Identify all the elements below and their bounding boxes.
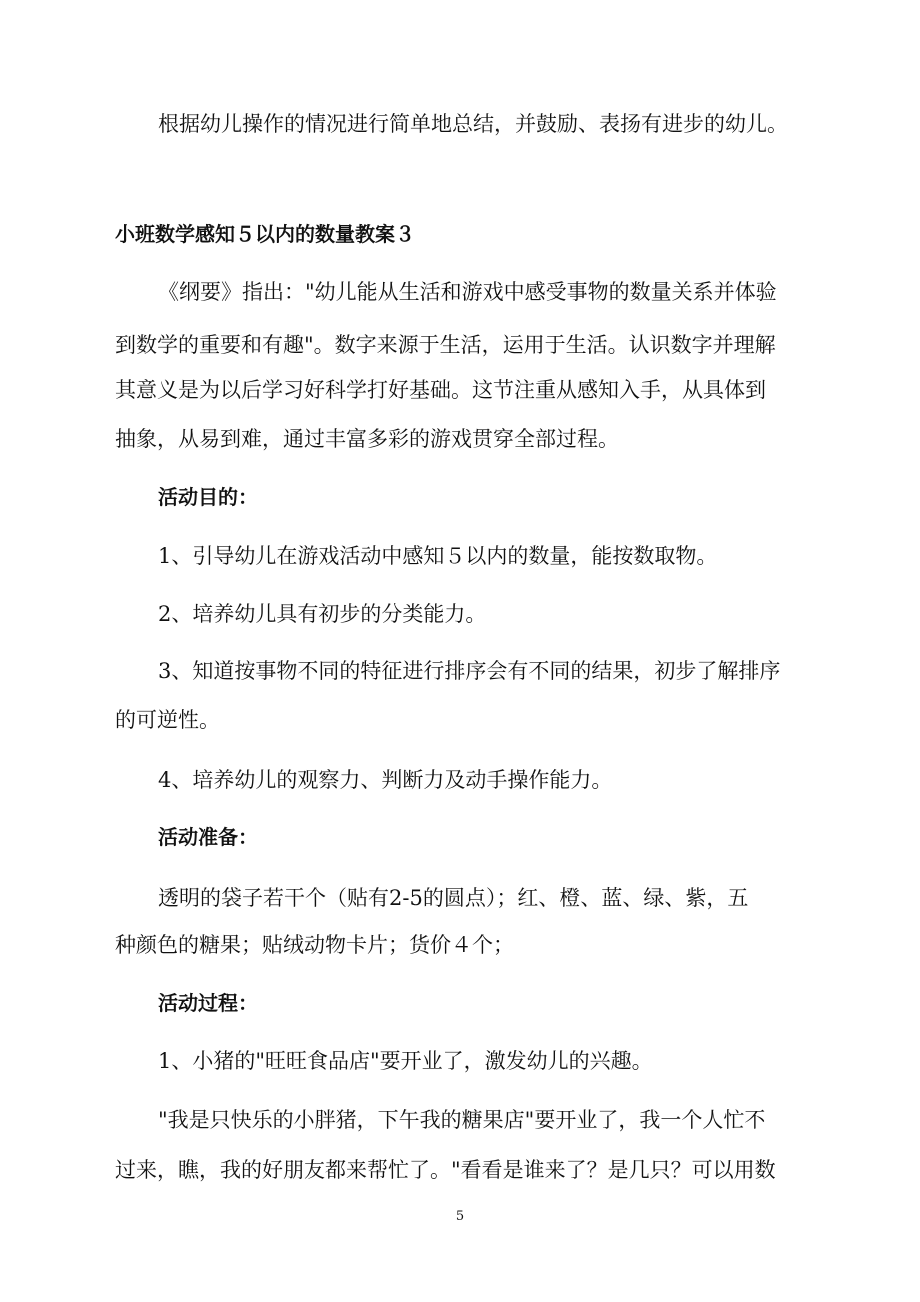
summary-paragraph: 根据幼儿操作的情况进行简单地总结，并鼓励、表扬有进步的幼儿。 xyxy=(158,112,788,136)
goal-item-3-continued: 的可逆性。 xyxy=(115,708,220,732)
goals-heading: 活动目的： xyxy=(158,485,258,509)
goal-item-3: 3、知道按事物不同的特征进行排序会有不同的结果，初步了解排序 xyxy=(158,659,781,683)
process-heading: 活动过程： xyxy=(158,991,258,1015)
preparation-line-1: 透明的袋子若干个（贴有2-5的圆点）；红、橙、蓝、绿、紫，五 xyxy=(158,886,749,910)
section-title: 小班数学感知５以内的数量教案３ xyxy=(115,222,415,246)
goal-item-1: 1、引导幼儿在游戏活动中感知５以内的数量，能按数取物。 xyxy=(158,544,718,568)
quote-line-1: "我是只快乐的小胖猪，下午我的糖果店"要开业了，我一个人忙不 xyxy=(158,1108,766,1132)
process-step-1: 1、小猪的"旺旺食品店"要开业了，激发幼儿的兴趣。 xyxy=(158,1049,653,1073)
page-number: 5 xyxy=(455,1209,465,1224)
intro-line-2: 到数学的重要和有趣"。数字来源于生活，运用于生活。认识数字并理解 xyxy=(115,333,776,357)
quote-line-2: 过来，瞧，我的好朋友都来帮忙了。"看看是谁来了？是几只？可以用数 xyxy=(115,1158,776,1182)
goal-item-2: 2、培养幼儿具有初步的分类能力。 xyxy=(158,602,487,626)
intro-line-3: 其意义是为以后学习好科学打好基础。这节注重从感知入手，从具体到 xyxy=(115,378,766,402)
intro-line-4: 抽象，从易到难，通过丰富多彩的游戏贯穿全部过程。 xyxy=(115,427,619,451)
intro-line-1: 《纲要》指出："幼儿能从生活和游戏中感受事物的数量关系并体验 xyxy=(158,280,777,304)
preparation-line-2: 种颜色的糖果；贴绒动物卡片；货价４个； xyxy=(115,933,514,957)
preparation-heading: 活动准备： xyxy=(158,825,258,849)
goal-item-4: 4、培养幼儿的观察力、判断力及动手操作能力。 xyxy=(158,768,613,792)
